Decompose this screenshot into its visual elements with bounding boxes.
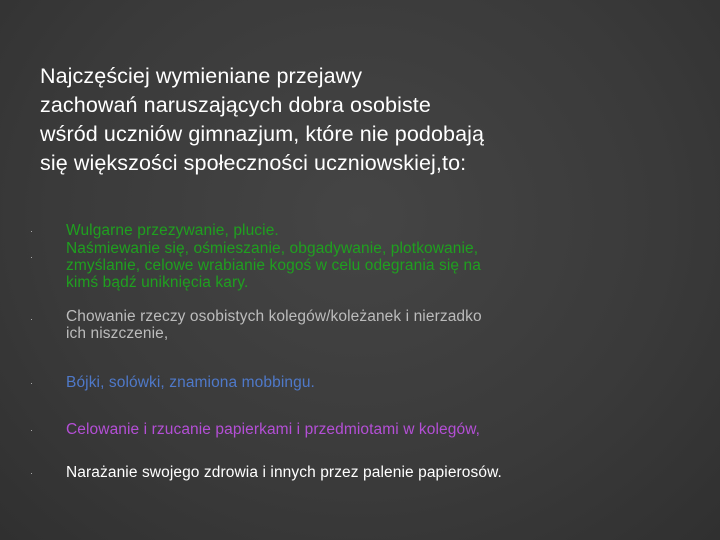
title-line: zachowań naruszających dobra osobiste (40, 93, 431, 117)
bullet-icon: · (30, 425, 33, 435)
slide-title (40, 62, 690, 178)
title-line: się większości społeczności uczniowskiej,to: (40, 151, 467, 175)
bullet-icon: · (30, 468, 33, 478)
list-item-line: Bójki, solówki, znamiona mobbingu. (66, 374, 315, 391)
list-item-line: Celowanie i rzucanie papierkami i przedmiotami w kolegów, (66, 421, 481, 438)
list-item-text (66, 374, 666, 391)
list-item-line: kimś bądź uniknięcia kary. (66, 274, 249, 291)
title-line: Najczęściej wymieniane przejawy (40, 64, 363, 88)
list-item-line: Narażanie swojego zdrowia i innych przez palenie papierosów. (66, 464, 502, 481)
bullet-icon: · (30, 252, 33, 262)
list-item-line: Naśmiewanie się, ośmieszanie, obgadywanie, plotkowanie, (66, 240, 479, 257)
bullet-icon: · (30, 378, 33, 388)
bullet-icon: · (30, 226, 33, 236)
list-item-text (66, 240, 666, 291)
list-item-line: ich niszczenie, (66, 325, 169, 342)
list-item-line: Chowanie rzeczy osobistych kolegów/koleżanek i nierzadko (66, 308, 482, 325)
list-item-text (66, 421, 666, 438)
title-line: wśród uczniów gimnazjum, które nie podobają (40, 122, 485, 146)
list-item-text (66, 222, 666, 239)
list-item-line: zmyślanie, celowe wrabianie kogoś w celu odegrania się na (66, 257, 481, 274)
bullet-icon: · (30, 314, 33, 324)
list-item-text (66, 464, 666, 481)
list-item-line: Wulgarne przezywanie, plucie. (66, 222, 279, 239)
list-item-text (66, 308, 666, 342)
